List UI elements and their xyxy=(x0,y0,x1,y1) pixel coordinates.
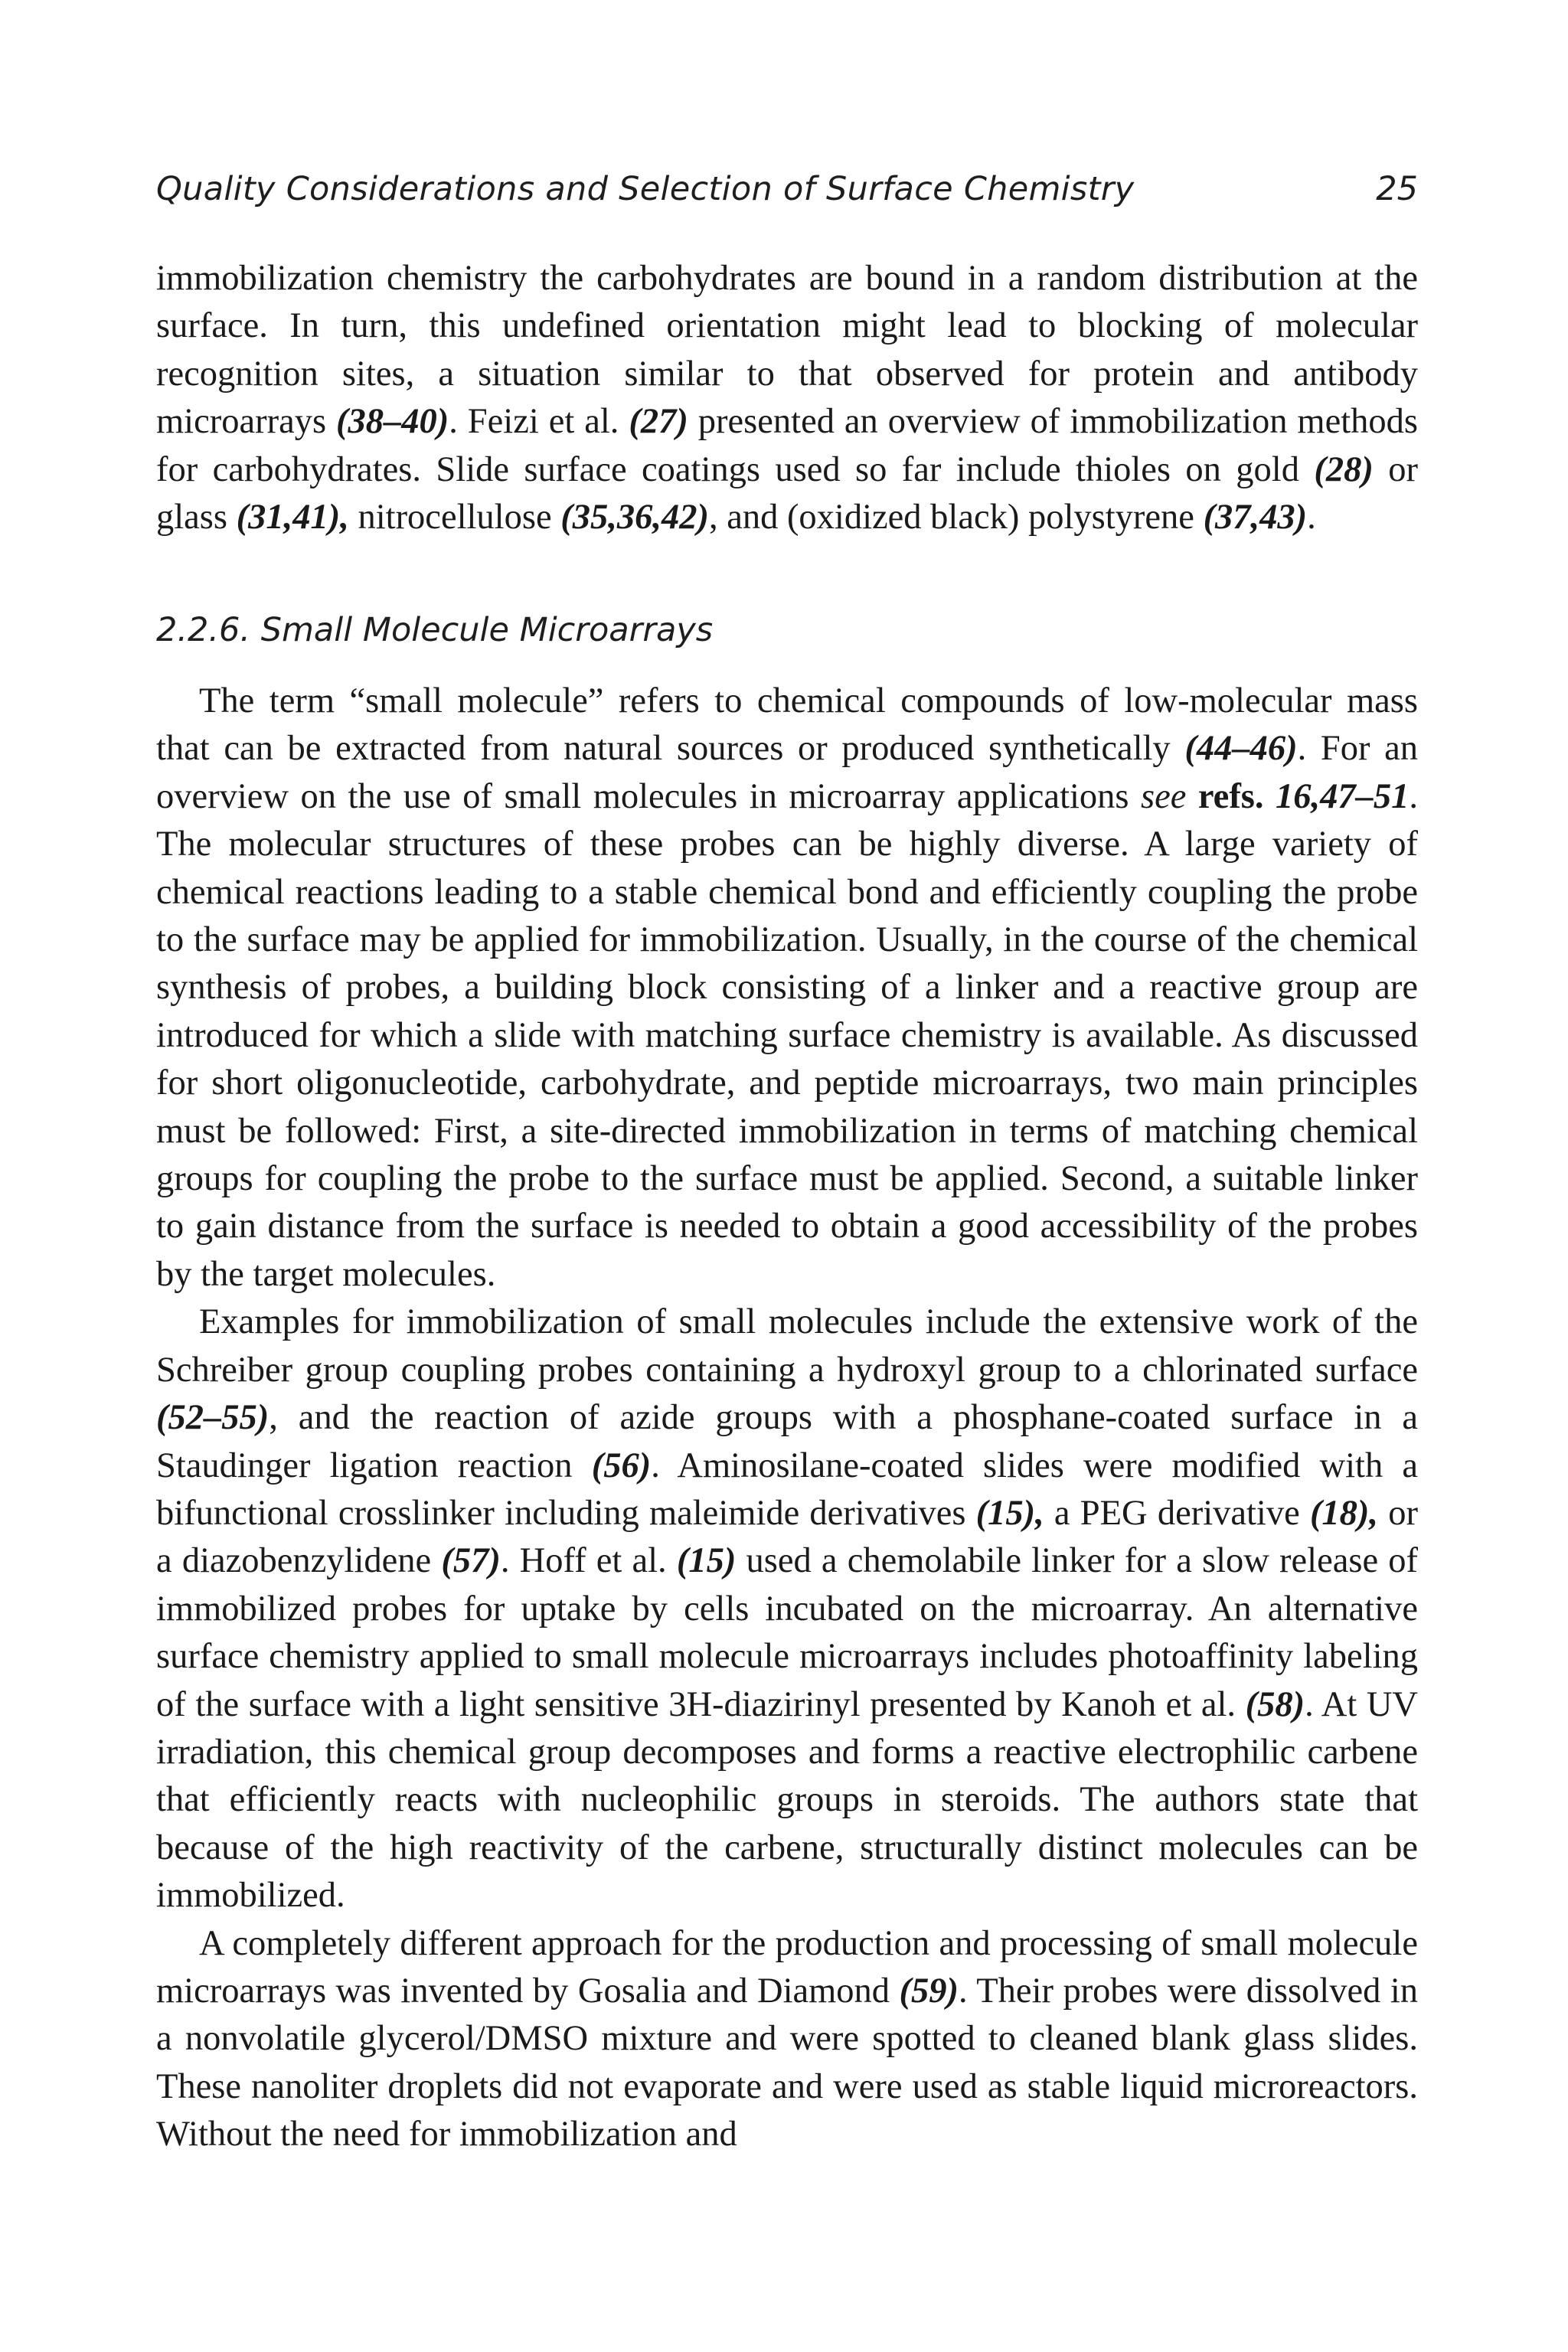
citation: (31,41), xyxy=(236,498,349,537)
text-run xyxy=(1264,777,1276,816)
refs-label: refs. xyxy=(1197,776,1264,816)
text-run: or a diazobenzylidene xyxy=(156,1493,1418,1581)
text-run: a PEG derivative xyxy=(1044,1493,1310,1533)
citation: (56) xyxy=(591,1446,652,1485)
text-run: presented an overview of immobilization methods for carbohydrates. Slide surface coatings used so far include thioles on gold xyxy=(156,402,1419,489)
text-run: , and the reaction of azide groups with a phosphane-coated surface in a Staudinger ligation reaction xyxy=(156,1398,1418,1485)
text-run: . For an overview on the use of small molecules in microarray applications xyxy=(156,729,1418,816)
text-run xyxy=(1186,777,1198,816)
section-body xyxy=(156,678,1418,2159)
citation: (15), xyxy=(975,1493,1044,1533)
text-run: or glass xyxy=(156,449,1418,537)
paragraph xyxy=(156,1298,1418,1919)
paragraph xyxy=(156,678,1418,1298)
paragraph xyxy=(156,1920,1418,2159)
citation: (18), xyxy=(1309,1493,1379,1533)
citation: (57) xyxy=(441,1541,501,1581)
text-run: . Their probes were dissolved in a nonvolatile glycerol/DMSO mixture and were spotted to cleaned blank glass slides. These nanoliter droplets did not evaporate and were used as stable liquid microreactors. Without the need for immobilization and xyxy=(156,1971,1418,2154)
citation: (15) xyxy=(676,1541,737,1581)
text-run: . Hoff et al. xyxy=(500,1541,677,1581)
text-run: . At UV irradiation, this chemical group decomposes and forms a reactive electrophilic carbene that efficiently reacts with nucleophilic groups in steroids. The authors state that because of the high reactivity of the carbene, structurally distinct molecules can be immobilized. xyxy=(156,1684,1418,1916)
text-run: used a chemolabile linker for a slow release of immobilized probes for uptake by cells incubated on the microarray. An alternative surface chemistry applied to small molecule microarrays includes photoaffinity labeling of the surface with a light sensitive 3H-diazirinyl presented by Kanoh et al. xyxy=(156,1541,1418,1724)
citation: (59) xyxy=(899,1971,959,2011)
text-run: . Aminosilane-coated slides were modified with a bifunctional crosslinker including maleimide derivatives xyxy=(156,1446,1418,1533)
text-run: . Feizi et al. xyxy=(449,402,629,442)
citation: (38–40) xyxy=(336,402,449,442)
citation: (52–55) xyxy=(156,1398,270,1438)
text-run: The term “small molecule” refers to chemical compounds of low-molecular mass that can be extracted from natural sources or produced synthetically xyxy=(156,681,1418,769)
continued-paragraph xyxy=(156,255,1418,541)
text-run: . xyxy=(1307,498,1316,537)
citation: 16,47–51 xyxy=(1276,776,1410,816)
section-heading: 2.2.6. Small Molecule Microarrays xyxy=(156,611,714,649)
citation: (35,36,42) xyxy=(560,498,709,537)
text-run: nitrocellulose xyxy=(348,498,561,537)
page-number: 25 xyxy=(1376,170,1418,208)
text-run: , and (oxidized black) polystyrene xyxy=(708,498,1204,537)
citation: (37,43) xyxy=(1203,498,1308,537)
citation: (58) xyxy=(1245,1684,1305,1724)
chapter-title: Quality Considerations and Selection of Surface Chemistry xyxy=(156,170,1135,208)
running-header xyxy=(156,170,1418,216)
citation: (44–46) xyxy=(1184,729,1298,769)
text-run: Examples for immobilization of small molecules include the extensive work of the Schreiber group coupling probes containing a hydroxyl group to a chlorinated surface xyxy=(156,1302,1418,1390)
citation: (27) xyxy=(629,402,688,442)
paragraph xyxy=(156,255,1418,541)
text-run: . The molecular structures of these probes can be highly diverse. A large variety of chemical reactions leading to a stable chemical bond and efficiently coupling the probe to the surface may be applied for immobilization. Usually, in the course of the chemical synthesis of probes, a building block consisting of a linker and a reactive group are introduced for which a slide with matching surface chemistry is available. As discussed for short oligonucleotide, carbohydrate, and peptide microarrays, two main principles must be followed: First, a site-directed immobilization in terms of matching chemical groups for coupling the probe to the surface must be applied. Second, a suitable linker to gain distance from the surface is needed to obtain a good accessibility of the probes by the target molecules. xyxy=(156,776,1419,1294)
text-run: A completely different approach for the production and processing of small molecule microarrays was invented by Gosalia and Diamond xyxy=(156,1923,1418,2011)
see-reference: see xyxy=(1141,776,1187,816)
citation: (28) xyxy=(1314,449,1374,489)
text-run: immobilization chemistry the carbohydrates are bound in a random distribution at the surface. In turn, this undefined orientation might lead to blocking of molecular recognition sites, a situation similar to that observed for protein and antibody microarrays xyxy=(156,259,1418,442)
